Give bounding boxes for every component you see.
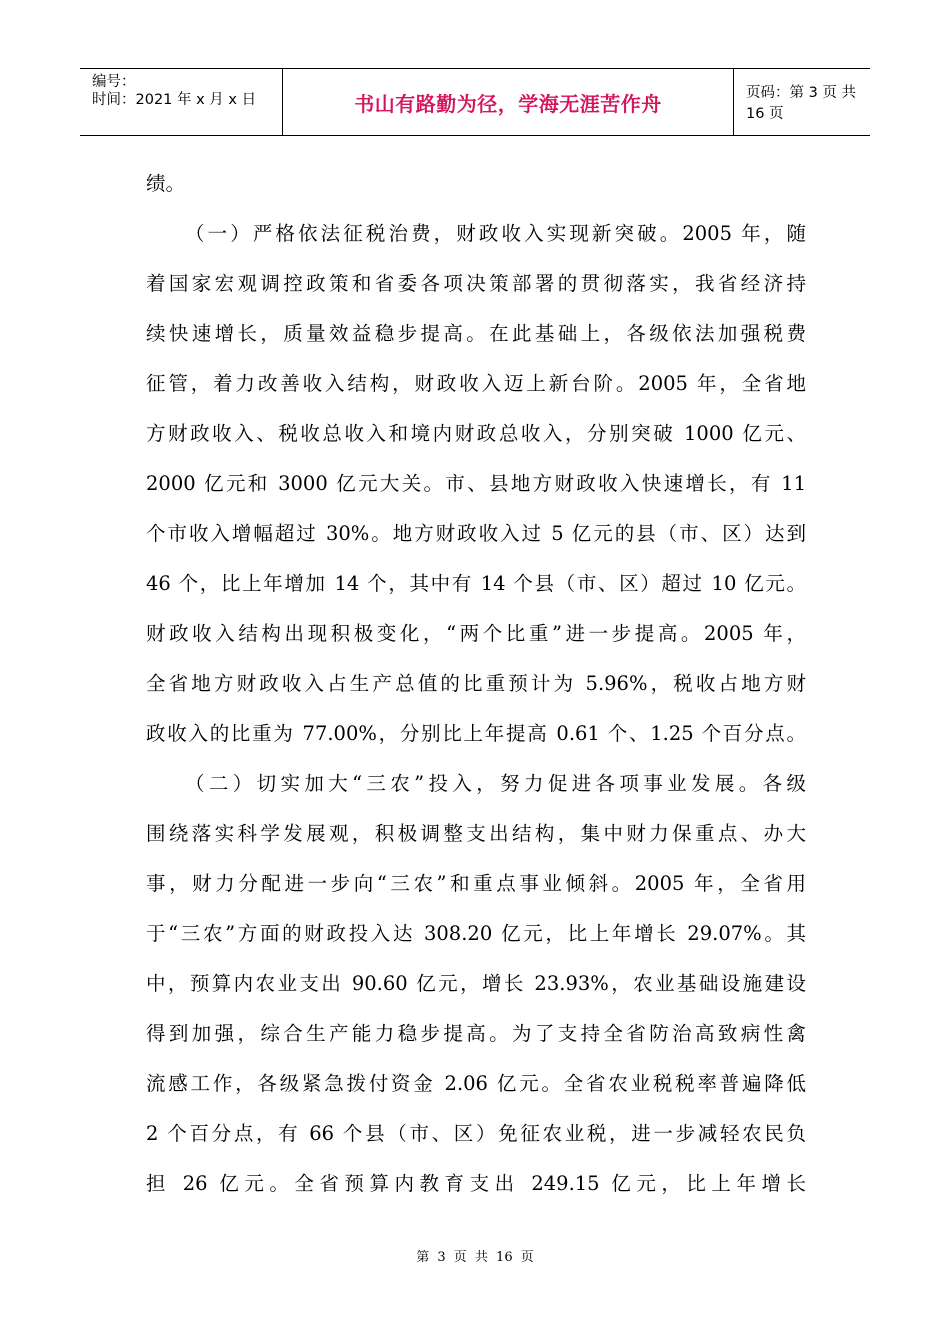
body-line: （二）切实加大“三农”投入，努力促进各项事业发展。各级 (185, 772, 806, 795)
header-motto: 书山有路勤为径，学海无涯苦作舟 (354, 91, 662, 116)
body-line: 续快速增长，质量效益稳步提高。在此基础上，各级依法加强税费 (146, 322, 806, 345)
document-time-label: 时间：2021 年 x 月 x 日 (92, 92, 257, 108)
body-line: 围绕落实科学发展观，积极调整支出结构，集中财力保重点、办大 (146, 822, 806, 845)
body-line: 事，财力分配进一步向“三农”和重点事业倾斜。2005 年，全省用 (146, 872, 806, 895)
body-line: 中，预算内农业支出 90.60 亿元，增长 23.93%，农业基础设施建设 (146, 972, 806, 995)
body-line: 征管，着力改善收入结构，财政收入迈上新台阶。2005 年，全省地 (146, 372, 806, 395)
document-header (80, 68, 870, 136)
body-line: 于“三农”方面的财政投入达 308.20 亿元，比上年增长 29.07%。其 (146, 922, 806, 945)
body-line: 2 个百分点，有 66 个县（市、区）免征农业税，进一步减轻农民负 (146, 1122, 806, 1145)
body-line: 全省地方财政收入占生产总值的比重预计为 5.96%，税收占地方财 (146, 672, 806, 695)
body-line: （一）严格依法征税治费，财政收入实现新突破。2005 年，随 (185, 222, 806, 245)
document-number-label: 编号： (92, 74, 136, 90)
header-motto-cell (283, 69, 734, 135)
body-line: 担 26 亿元。全省预算内教育支出 249.15 亿元，比上年增长 (146, 1172, 806, 1195)
header-page-info: 页码：第 3 页 共 16 页 (746, 85, 857, 122)
body-line: 政收入的比重为 77.00%，分别比上年提高 0.61 个、1.25 个百分点。 (146, 722, 806, 745)
body-line: 个市收入增幅超过 30%。地方财政收入过 5 亿元的县（市、区）达到 (146, 522, 806, 545)
document-body (146, 159, 806, 1209)
body-line: 2000 亿元和 3000 亿元大关。市、县地方财政收入快速增长，有 11 (146, 472, 806, 495)
body-line: 财政收入结构出现积极变化，“两个比重”进一步提高。2005 年， (146, 622, 806, 645)
page-footer: 第 3 页 共 16 页 (416, 1250, 534, 1265)
body-line: 方财政收入、税收总收入和境内财政总收入，分别突破 1000 亿元、 (146, 422, 806, 445)
body-line: 流感工作，各级紧急拨付资金 2.06 亿元。全省农业税税率普遍降低 (146, 1072, 806, 1095)
body-line: 得到加强，综合生产能力稳步提高。为了支持全省防治高致病性禽 (146, 1022, 806, 1045)
header-page-cell (734, 69, 870, 135)
body-line: 着国家宏观调控政策和省委各项决策部署的贯彻落实，我省经济持 (146, 272, 806, 295)
body-line: 46 个，比上年增加 14 个，其中有 14 个县（市、区）超过 10 亿元。 (146, 572, 806, 595)
body-line: 绩。 (146, 172, 186, 195)
header-meta-cell (80, 69, 283, 135)
